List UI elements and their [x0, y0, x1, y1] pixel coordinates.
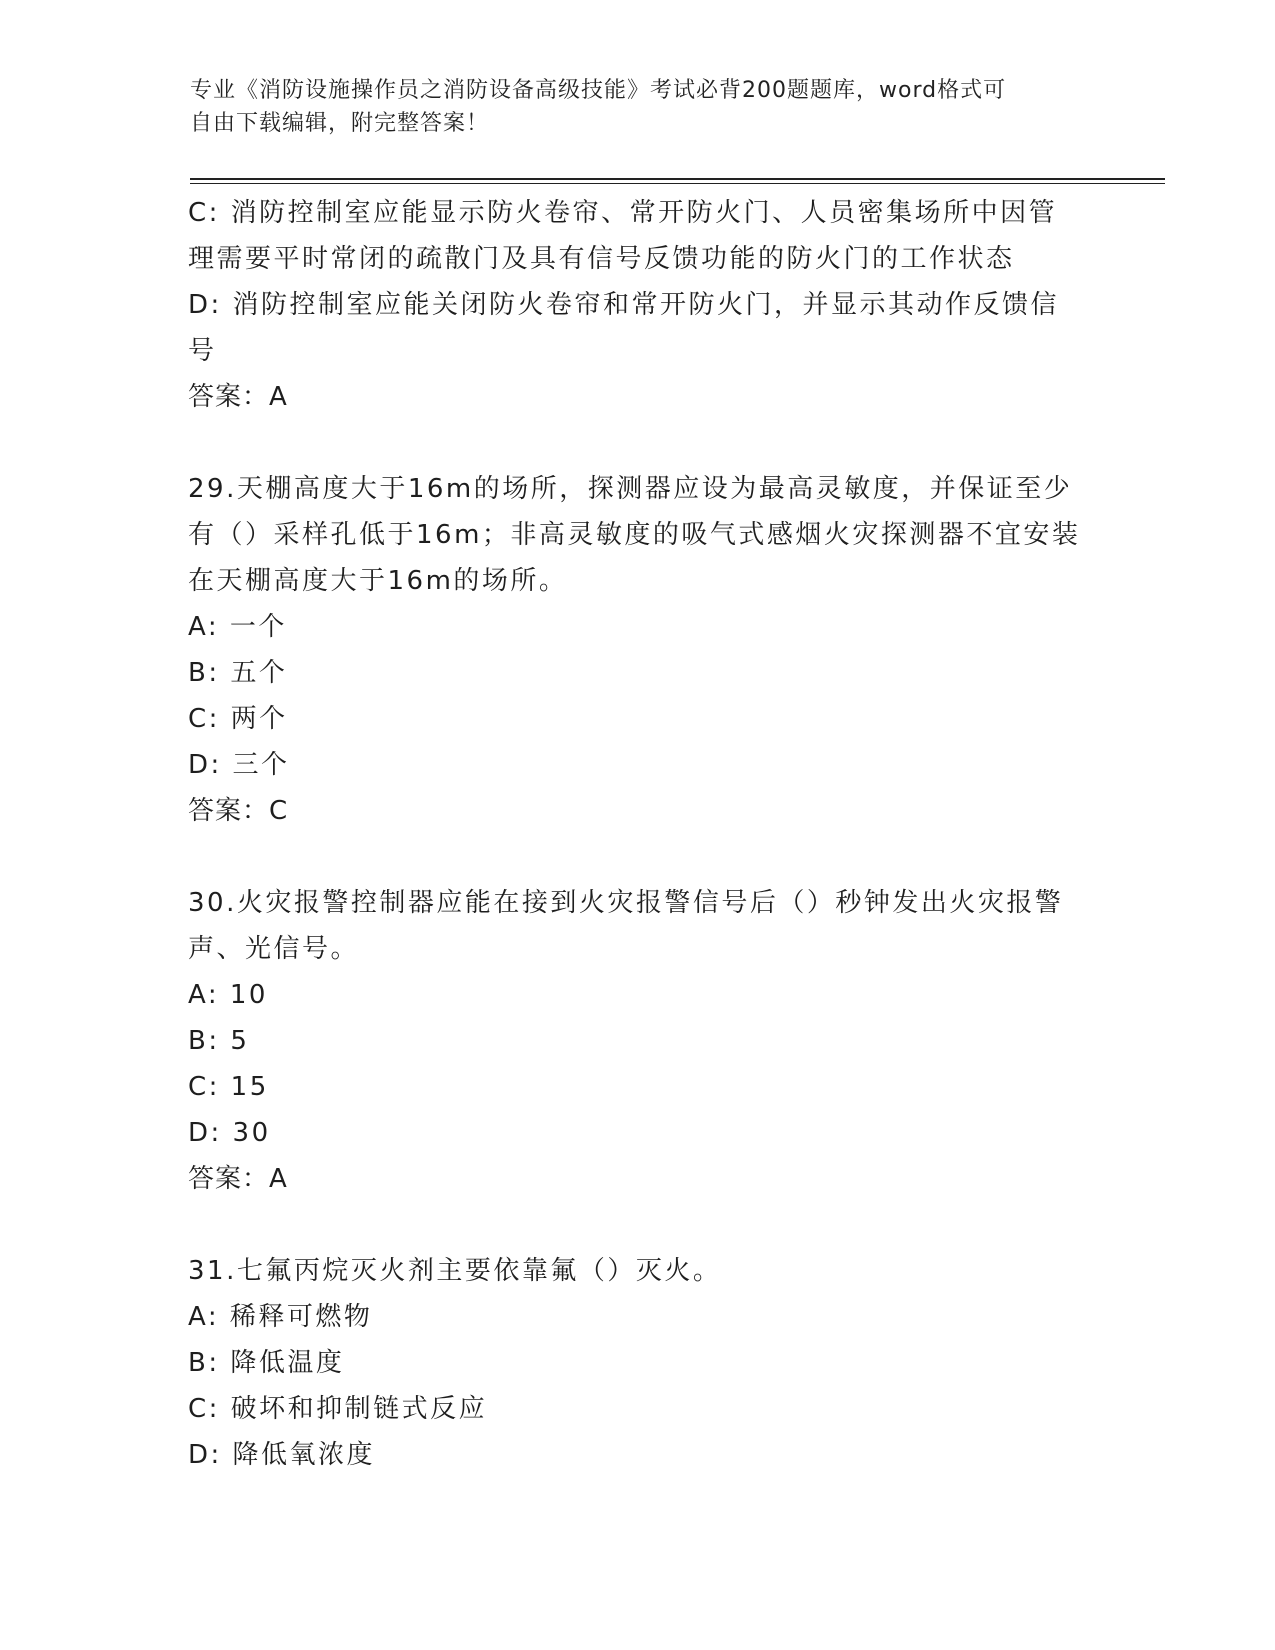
question-31-stem-line-1: 31.七氟丙烷灭火剂主要依靠氟（）灭火。	[188, 1256, 722, 1286]
option-d-line-1: D: 消防控制室应能关闭防火卷帘和常开防火门，并显示其动作反馈信	[188, 290, 1060, 320]
spacer	[188, 1202, 1088, 1248]
header-title-line-1: 专业《消防设施操作员之消防设备高级技能》考试必背200题题库，word格式可	[190, 78, 1007, 103]
question-31-option-b: B: 降低温度	[188, 1348, 345, 1378]
question-content	[188, 190, 1088, 1478]
question-30-option-c: C: 15	[188, 1072, 269, 1102]
header-title-line-2: 自由下载编辑，附完整答案！	[190, 111, 490, 136]
question-30-stem-line-1: 30.火灾报警控制器应能在接到火灾报警信号后（）秒钟发出火灾报警	[188, 888, 1064, 918]
question-30	[188, 880, 1088, 1202]
question-29-option-d: D: 三个	[188, 750, 290, 780]
question-29-option-b: B: 五个	[188, 658, 288, 688]
option-c-line-1: C: 消防控制室应能显示防火卷帘、常开防火门、人员密集场所中因管	[188, 198, 1058, 228]
header-divider-thin	[190, 183, 1165, 184]
answer-28: 答案：A	[188, 382, 288, 412]
document-header	[190, 74, 1090, 140]
answer-30: 答案：A	[188, 1164, 288, 1194]
question-29-option-a: A: 一个	[188, 612, 287, 642]
answer-29: 答案：C	[188, 796, 289, 826]
question-30-option-b: B: 5	[188, 1026, 250, 1056]
question-30-option-a: A: 10	[188, 980, 268, 1010]
question-29	[188, 466, 1088, 834]
question-28-continuation	[188, 190, 1088, 420]
header-divider-thick	[190, 178, 1165, 180]
spacer	[188, 834, 1088, 880]
question-29-stem-line-2: 有（）采样孔低于16m；非高灵敏度的吸气式感烟火灾探测器不宜安装	[188, 520, 1081, 550]
question-31-option-a: A: 稀释可燃物	[188, 1302, 373, 1332]
question-29-stem-line-3: 在天棚高度大于16m的场所。	[188, 566, 568, 596]
question-30-option-d: D: 30	[188, 1118, 271, 1148]
spacer	[188, 420, 1088, 466]
question-31	[188, 1248, 1088, 1478]
option-c-line-2: 理需要平时常闭的疏散门及具有信号反馈功能的防火门的工作状态	[188, 244, 1015, 274]
question-29-option-c: C: 两个	[188, 704, 288, 734]
question-31-option-d: D: 降低氧浓度	[188, 1440, 376, 1470]
question-30-stem-line-2: 声、光信号。	[188, 934, 360, 964]
question-29-stem-line-1: 29.天棚高度大于16m的场所，探测器应设为最高灵敏度，并保证至少	[188, 474, 1073, 504]
question-31-option-c: C: 破坏和抑制链式反应	[188, 1394, 488, 1424]
option-d-line-2: 号	[188, 336, 217, 366]
